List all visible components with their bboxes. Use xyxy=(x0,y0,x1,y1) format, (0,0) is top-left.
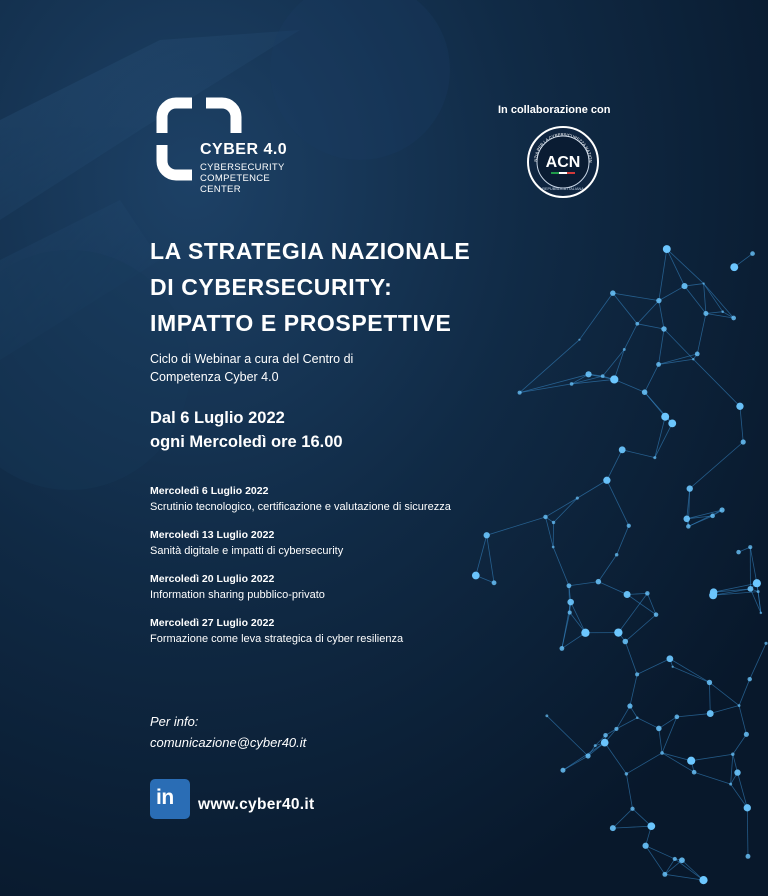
network-node xyxy=(730,263,738,271)
network-node xyxy=(686,524,690,528)
network-node xyxy=(750,251,755,256)
network-node xyxy=(576,497,579,500)
network-node xyxy=(585,371,591,377)
network-node xyxy=(610,825,616,831)
network-node xyxy=(625,772,628,775)
network-node xyxy=(748,545,752,549)
svg-text:AGENZIA PER LA CYBERSICUREZZA: NZIA PER LA CYBERSICUREZZA NAZION xyxy=(532,131,594,163)
network-node xyxy=(653,456,656,459)
network-node xyxy=(672,666,674,668)
event-dates: Dal 6 Luglio 2022 ogni Mercoledì ore 16.00 xyxy=(150,409,343,451)
network-node xyxy=(545,714,548,717)
network-node xyxy=(570,382,574,386)
network-node xyxy=(661,413,669,421)
network-node xyxy=(642,843,648,849)
network-node xyxy=(703,311,708,316)
network-node xyxy=(585,753,590,758)
session-item xyxy=(150,572,570,603)
network-node xyxy=(731,316,736,321)
network-node xyxy=(656,726,662,732)
network-node xyxy=(699,876,707,884)
svg-text:REPUBBLICA ITALIANA: REPUBBLICA ITALIANA xyxy=(542,187,584,191)
svg-text:ACN: ACN xyxy=(545,154,581,171)
network-node xyxy=(687,485,693,491)
network-node xyxy=(675,715,680,720)
network-node xyxy=(721,310,724,313)
network-node xyxy=(610,375,618,383)
info-label: Per info: xyxy=(150,714,199,729)
logo-subtitle: CYBERSECURITY COMPETENCE CENTER xyxy=(200,162,285,195)
event-title: LA STRATEGIA NAZIONALE DI CYBERSECURITY: IMPATTO E PROSPETTIVE xyxy=(150,238,471,336)
network-node xyxy=(630,807,634,811)
linkedin-icon[interactable]: in xyxy=(150,779,190,819)
network-node xyxy=(654,612,659,617)
network-node xyxy=(636,716,639,719)
network-node xyxy=(764,642,767,645)
network-node xyxy=(710,514,715,519)
network-node xyxy=(687,757,695,765)
acn-seal-icon xyxy=(527,126,599,198)
network-node xyxy=(695,351,700,356)
network-node xyxy=(692,770,697,775)
network-node xyxy=(666,655,673,662)
session-topic: Information sharing pubblico-privato xyxy=(150,589,325,601)
network-node xyxy=(744,804,751,811)
network-node xyxy=(660,751,664,755)
network-node xyxy=(624,591,631,598)
network-node xyxy=(627,524,631,528)
network-node xyxy=(741,439,746,444)
collaboration-label: In collaborazione con xyxy=(498,104,611,116)
network-node xyxy=(610,290,615,295)
network-node xyxy=(748,677,752,681)
network-node xyxy=(679,857,685,863)
network-node xyxy=(619,446,626,453)
network-node xyxy=(662,872,667,877)
network-node xyxy=(729,783,732,786)
network-node xyxy=(601,374,605,378)
network-node xyxy=(623,639,629,645)
network-node xyxy=(738,704,741,707)
network-node xyxy=(736,403,743,410)
session-topic: Scrutinio tecnologico, certificazione e valutazione di sicurezza xyxy=(150,501,451,513)
network-node xyxy=(656,298,661,303)
network-node xyxy=(614,727,618,731)
network-node xyxy=(518,391,522,395)
network-node xyxy=(614,628,622,636)
network-node xyxy=(710,588,718,596)
network-node xyxy=(757,590,760,593)
network-node xyxy=(668,419,676,427)
session-topic: Sanità digitale e impatti di cybersecurity xyxy=(150,545,344,557)
network-node xyxy=(692,358,694,360)
network-node xyxy=(603,733,608,738)
network-node xyxy=(581,629,589,637)
network-node xyxy=(642,389,648,395)
network-node xyxy=(681,283,687,289)
network-node xyxy=(744,732,749,737)
network-node xyxy=(746,854,751,859)
website-link[interactable]: www.cyber40.it xyxy=(198,796,315,813)
network-node xyxy=(635,672,639,676)
network-node xyxy=(707,680,712,685)
session-date: Mercoledì 27 Luglio 2022 xyxy=(150,617,275,629)
network-node xyxy=(719,507,724,512)
session-list xyxy=(150,484,570,660)
session-topic: Formazione come leva strategica di cyber resilienza xyxy=(150,633,404,645)
network-node xyxy=(603,477,610,484)
network-node xyxy=(702,282,704,284)
contact-info xyxy=(150,711,306,753)
network-node xyxy=(661,326,666,331)
network-node xyxy=(736,550,740,554)
network-node xyxy=(623,348,626,351)
network-node xyxy=(615,553,619,557)
network-node xyxy=(731,752,734,755)
network-node xyxy=(578,339,580,341)
network-node xyxy=(673,857,677,861)
network-node xyxy=(627,703,632,708)
logo-title: CYBER 4.0 xyxy=(200,141,288,158)
network-node xyxy=(560,768,565,773)
network-node xyxy=(596,579,601,584)
network-node xyxy=(734,769,740,775)
session-item xyxy=(150,528,570,559)
session-date: Mercoledì 13 Luglio 2022 xyxy=(150,529,275,541)
network-node xyxy=(748,586,754,592)
info-email-link[interactable]: comunicazione@cyber40.it xyxy=(150,735,307,750)
network-node xyxy=(645,591,649,595)
session-item xyxy=(150,616,570,647)
event-subtitle: Ciclo di Webinar a cura del Centro di Competenza Cyber 4.0 xyxy=(150,352,354,384)
session-date: Mercoledì 6 Luglio 2022 xyxy=(150,485,269,497)
session-date: Mercoledì 20 Luglio 2022 xyxy=(150,573,275,585)
network-node xyxy=(647,822,655,830)
network-node xyxy=(707,710,714,717)
network-node xyxy=(635,322,639,326)
network-node xyxy=(594,744,597,747)
session-item xyxy=(150,484,570,515)
network-node xyxy=(683,516,690,523)
network-node xyxy=(760,612,763,615)
network-node xyxy=(753,579,761,587)
network-node xyxy=(663,245,671,253)
network-node xyxy=(601,739,609,747)
network-node xyxy=(656,362,661,367)
